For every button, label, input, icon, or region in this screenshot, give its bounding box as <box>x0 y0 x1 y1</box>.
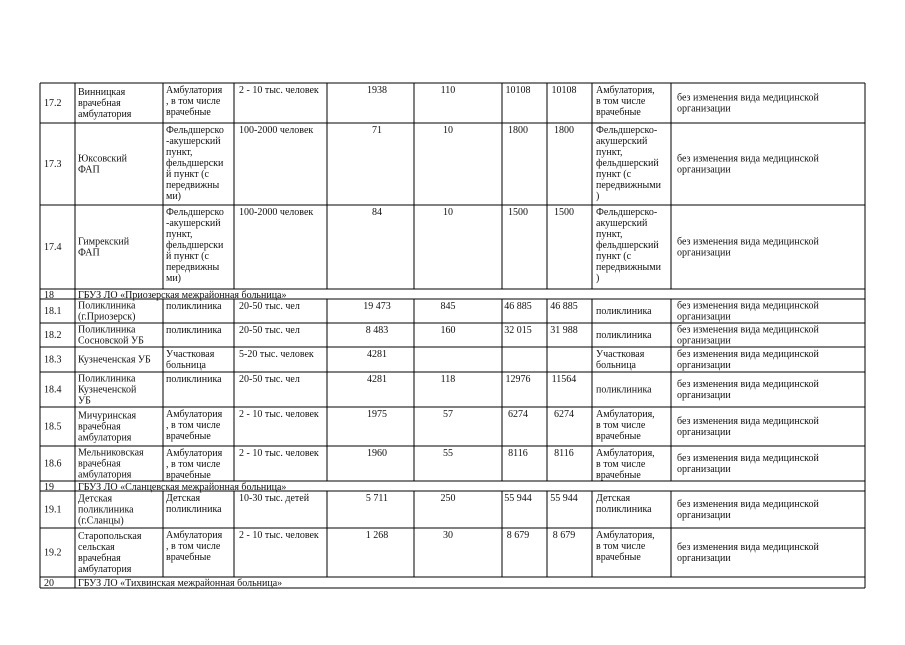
section-title: ГБУЗ ЛО «Приозерская межрайонная больница» <box>78 290 287 301</box>
population-served: 20-50 тыс. чел <box>239 374 300 385</box>
indicator-value: 4281 <box>367 374 387 385</box>
new-facility-type: в том числе <box>596 459 646 470</box>
facility-type: Амбулатория <box>166 448 223 459</box>
facility-type: , в том числе <box>166 420 221 431</box>
indicator-value: 8 483 <box>365 325 389 336</box>
facility-type: фельдшерски <box>166 240 224 251</box>
indicator-value: 10108 <box>505 85 531 96</box>
facility-type: поликлиника <box>166 374 222 385</box>
indicator-value: 4281 <box>367 349 387 360</box>
population-served: 2 - 10 тыс. человек <box>239 530 319 541</box>
change-note: без изменения вида медицинской <box>677 453 819 464</box>
section-number: 20 <box>44 578 54 589</box>
new-facility-type: пункт, <box>596 147 623 158</box>
indicator-value: 12976 <box>505 374 531 385</box>
change-note: без изменения вида медицинской <box>677 324 819 336</box>
new-facility-type: поликлиника <box>596 384 652 396</box>
change-note: организации <box>677 553 731 564</box>
indicator-value: 6274 <box>508 409 528 420</box>
facility-name: Поликлиника <box>78 300 136 312</box>
facility-name: врачебная <box>78 421 121 433</box>
facility-name: Мельниковская <box>78 447 144 459</box>
facility-type: врачебные <box>166 552 211 563</box>
change-note: без изменения вида медицинской <box>677 416 819 427</box>
facility-type: Участковая <box>166 349 215 360</box>
row-number: 19.1 <box>44 504 62 516</box>
facility-name: Кузнеченская УБ <box>78 354 151 366</box>
indicator-value: 1800 <box>508 125 528 136</box>
facility-type: Фельдшерско <box>166 125 224 136</box>
population-served: 100-2000 человек <box>239 125 314 136</box>
indicator-value: 10 <box>443 125 453 136</box>
facility-type: больница <box>166 360 206 371</box>
new-facility-type: врачебные <box>596 470 641 481</box>
facility-name: амбулатория <box>78 469 132 481</box>
population-served: 100-2000 человек <box>239 207 314 218</box>
new-facility-type: Фельдшерско- <box>596 207 658 218</box>
facility-name: УБ <box>78 395 91 407</box>
new-facility-type: фельдшерский <box>596 158 659 169</box>
new-facility-type: поликлиника <box>596 306 652 317</box>
facility-name: Гимрекский <box>78 236 130 248</box>
row-number: 18.6 <box>44 458 62 470</box>
new-facility-type: больница <box>596 360 636 371</box>
facility-type: , в том числе <box>166 541 221 552</box>
new-facility-type: Амбулатория, <box>596 530 655 541</box>
new-facility-type: в том числе <box>596 96 646 107</box>
population-served: 2 - 10 тыс. человек <box>239 448 319 459</box>
section-number: 19 <box>44 482 54 493</box>
indicator-value: 8 679 <box>506 530 530 541</box>
population-served: 2 - 10 тыс. человек <box>239 85 319 96</box>
indicator-value: 8116 <box>554 448 574 459</box>
population-served: 5-20 тыс. человек <box>239 349 314 360</box>
row-number: 18.2 <box>44 330 62 341</box>
indicator-value: 57 <box>443 409 453 420</box>
new-facility-type: поликлиника <box>596 330 652 341</box>
row-number: 18.1 <box>44 306 62 317</box>
facility-type: Амбулатория <box>166 85 223 96</box>
new-facility-type: акушерский <box>596 136 648 147</box>
facility-name: Детская <box>78 493 113 505</box>
change-note: организации <box>677 464 731 475</box>
change-note: без изменения вида медицинской <box>677 499 819 510</box>
indicator-value: 1800 <box>554 125 574 136</box>
indicator-value: 30 <box>443 530 453 541</box>
change-note: организации <box>677 510 731 521</box>
row-number: 17.3 <box>44 159 62 170</box>
new-facility-type: фельдшерский <box>596 240 659 251</box>
indicator-value: 110 <box>440 85 456 96</box>
facility-name: Поликлиника <box>78 373 136 385</box>
new-facility-type: пункт (с <box>596 169 632 180</box>
facility-type: -акушерский <box>166 218 221 229</box>
facility-name: ФАП <box>78 247 100 259</box>
new-facility-type: поликлиника <box>596 504 652 515</box>
population-served: 20-50 тыс. чел <box>239 301 300 312</box>
facility-name: Мичуринская <box>78 410 137 422</box>
facility-type: й пункт (с <box>166 251 209 262</box>
change-note: организации <box>677 311 731 323</box>
new-facility-type: Фельдшерско- <box>596 125 658 136</box>
indicator-value: 1 268 <box>365 530 389 541</box>
new-facility-type: акушерский <box>596 218 648 229</box>
indicator-value: 10108 <box>551 85 577 96</box>
new-facility-type: врачебные <box>596 552 641 563</box>
new-facility-type: Участковая <box>596 349 645 360</box>
indicator-value: 84 <box>372 207 382 218</box>
new-facility-type: врачебные <box>596 107 641 118</box>
indicator-value: 19 473 <box>363 301 391 312</box>
new-facility-type: ) <box>596 273 600 284</box>
facility-type: передвижны <box>166 262 220 273</box>
change-note: без изменения вида медицинской <box>677 236 819 248</box>
facility-type: поликлиника <box>166 504 222 515</box>
indicator-value: 11564 <box>551 374 577 385</box>
row-number: 19.2 <box>44 547 62 559</box>
indicator-value: 10 <box>443 207 453 218</box>
new-facility-type: передвижными <box>596 180 661 191</box>
change-note: без изменения вида медицинской <box>677 379 819 390</box>
facility-name: сельская <box>78 542 115 553</box>
population-served: 20-50 тыс. чел <box>239 325 300 336</box>
change-note: без изменения вида медицинской <box>677 153 819 165</box>
facility-type: поликлиника <box>166 325 222 336</box>
indicator-value: 118 <box>440 374 456 385</box>
facility-name: Кузнеченской <box>78 384 137 396</box>
change-note: организации <box>677 335 731 347</box>
facility-name: врачебная <box>78 98 121 109</box>
facility-type: поликлиника <box>166 301 222 312</box>
change-note: без изменения вида медицинской <box>677 300 819 312</box>
row-number: 18.5 <box>44 421 62 433</box>
new-facility-type: пункт (с <box>596 251 632 262</box>
new-facility-type: Детская <box>596 493 631 504</box>
population-served: 10-30 тыс. детей <box>239 493 310 504</box>
indicator-value: 8116 <box>508 448 528 459</box>
facility-name: врачебная <box>78 458 121 470</box>
change-note: организации <box>677 360 731 371</box>
indicator-value: 250 <box>440 493 456 504</box>
facility-name: амбулатория <box>78 564 132 575</box>
section-title: ГБУЗ ЛО «Тихвинская межрайонная больница» <box>78 578 283 589</box>
facility-type: Детская <box>166 493 201 504</box>
facility-type: , в том числе <box>166 96 221 107</box>
facility-type: ми) <box>166 273 182 284</box>
facility-name: (г.Приозерск) <box>78 311 136 323</box>
facility-name: Старопольская <box>78 531 142 542</box>
facility-name: Юксовский <box>78 153 127 165</box>
change-note: организации <box>677 103 731 115</box>
facility-name: Поликлиника <box>78 324 136 336</box>
facility-type: й пункт (с <box>166 169 209 180</box>
row-number: 18.3 <box>44 354 62 366</box>
new-facility-type: Амбулатория, <box>596 448 655 459</box>
new-facility-type: передвижными <box>596 262 661 273</box>
section-number: 18 <box>44 290 54 301</box>
change-note: организации <box>677 164 731 176</box>
indicator-value: 5 711 <box>365 493 389 504</box>
new-facility-type: Амбулатория, <box>596 85 655 96</box>
change-note: организации <box>677 427 731 438</box>
indicator-value: 31 988 <box>550 325 578 336</box>
change-note: организации <box>677 247 731 259</box>
indicator-value: 55 <box>443 448 453 459</box>
indicator-value: 55 944 <box>550 493 578 504</box>
indicator-value: 1938 <box>367 85 387 96</box>
facility-name: ФАП <box>78 164 100 176</box>
change-note: без изменения вида медицинской <box>677 349 819 360</box>
indicator-value: 845 <box>440 301 456 312</box>
change-note: организации <box>677 390 731 401</box>
new-facility-type: ) <box>596 191 600 202</box>
indicator-value: 160 <box>440 325 456 336</box>
indicator-value: 8 679 <box>552 530 576 541</box>
indicator-value: 1960 <box>367 448 387 459</box>
population-served: 2 - 10 тыс. человек <box>239 409 319 420</box>
facility-type: Фельдшерско <box>166 207 224 218</box>
facility-type: пункт, <box>166 147 193 158</box>
indicator-value: 32 015 <box>504 325 532 336</box>
facility-type: -акушерский <box>166 136 221 147</box>
facility-name: амбулатория <box>78 432 132 444</box>
facility-type: пункт, <box>166 229 193 240</box>
facility-type: передвижны <box>166 180 220 191</box>
facility-name: (г.Сланцы) <box>78 515 124 527</box>
row-number: 18.4 <box>44 384 62 396</box>
facility-type: Амбулатория <box>166 409 223 420</box>
new-facility-type: Амбулатория, <box>596 409 655 420</box>
facility-name: поликлиника <box>78 504 134 516</box>
indicator-value: 1500 <box>508 207 528 218</box>
new-facility-type: врачебные <box>596 431 641 442</box>
indicator-value: 46 885 <box>550 301 578 312</box>
facility-type: , в том числе <box>166 459 221 470</box>
facility-type: врачебные <box>166 470 211 481</box>
facility-name: амбулатория <box>78 109 132 120</box>
facility-name: врачебная <box>78 553 121 564</box>
change-note: без изменения вида медицинской <box>677 542 819 553</box>
facility-name: Сосновской УБ <box>78 335 144 347</box>
row-number: 17.4 <box>44 242 62 253</box>
new-facility-type: в том числе <box>596 420 646 431</box>
indicator-value: 1500 <box>554 207 574 218</box>
section-title: ГБУЗ ЛО «Сланцевская межрайонная больница» <box>78 482 287 493</box>
facility-type: врачебные <box>166 107 211 118</box>
indicator-value: 71 <box>372 125 382 136</box>
indicator-value: 46 885 <box>504 301 532 312</box>
facility-type: ми) <box>166 191 182 202</box>
new-facility-type: пункт, <box>596 229 623 240</box>
facility-type: фельдшерски <box>166 158 224 169</box>
row-number: 17.2 <box>44 98 62 109</box>
change-note: без изменения вида медицинской <box>677 92 819 104</box>
facility-name: Винницкая <box>78 87 126 98</box>
indicator-value: 55 944 <box>504 493 532 504</box>
indicator-value: 6274 <box>554 409 574 420</box>
new-facility-type: в том числе <box>596 541 646 552</box>
indicator-value: 1975 <box>367 409 387 420</box>
facility-type: Амбулатория <box>166 530 223 541</box>
facility-type: врачебные <box>166 431 211 442</box>
